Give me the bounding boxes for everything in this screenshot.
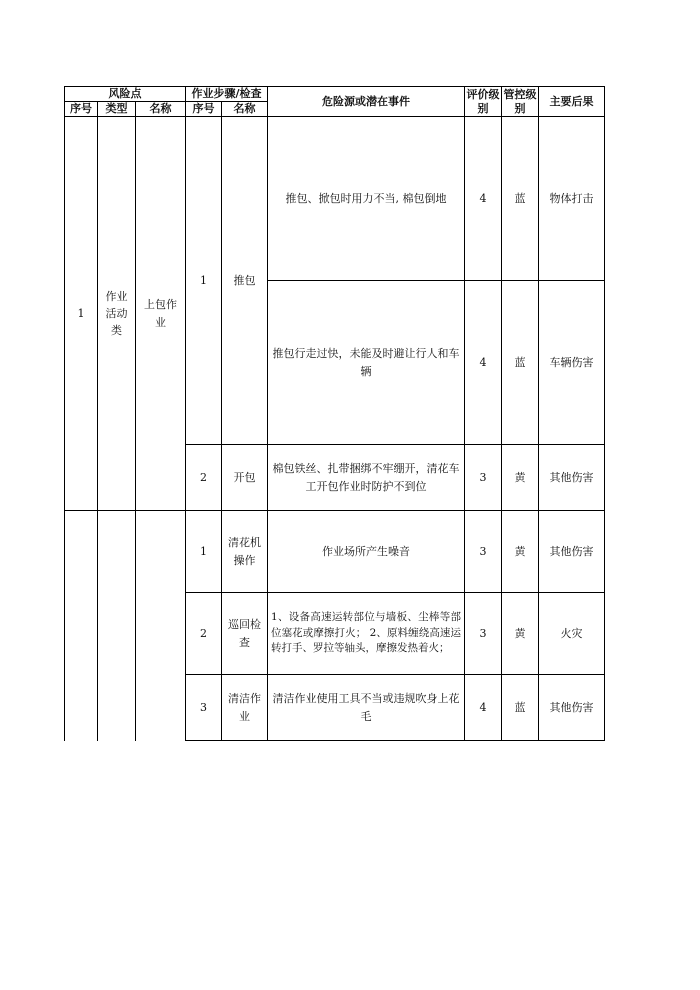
eval-level-cell: 4 [465, 117, 502, 281]
table-row [65, 511, 605, 593]
control-level-cell: 蓝 [502, 675, 539, 741]
consequence-cell: 其他伤害 [539, 675, 605, 741]
consequence-cell: 物体打击 [539, 117, 605, 281]
risk-no-cell [65, 511, 98, 741]
consequence-cell: 火灾 [539, 593, 605, 675]
header-step-no: 序号 [186, 102, 222, 117]
header-hazard: 危险源或潜在事件 [268, 87, 465, 117]
hazard-cell: 推包行走过快，未能及时避让行人和车辆 [268, 281, 465, 445]
hazard-cell: 清洁作业使用工具不当或违规吹身上花毛 [268, 675, 465, 741]
header-consequence: 主要后果 [539, 87, 605, 117]
header-work-step: 作业步骤/检查 [186, 87, 268, 102]
consequence-cell: 车辆伤害 [539, 281, 605, 445]
hazard-cell: 推包、掀包时用力不当, 棉包倒地 [268, 117, 465, 281]
header-control-level: 管控级别 [503, 87, 537, 115]
risk-no-cell: 1 [65, 117, 98, 511]
header-eval-level: 评价级别 [466, 87, 500, 115]
risk-type-cell: 作业活动类 [98, 117, 136, 511]
header-risk-point: 风险点 [65, 87, 186, 102]
step-name-cell: 开包 [222, 445, 268, 511]
eval-level-cell: 3 [465, 445, 502, 511]
step-name-cell: 清花机操作 [222, 511, 268, 593]
eval-level-cell: 3 [465, 511, 502, 593]
step-name-cell: 巡回检查 [222, 593, 268, 675]
control-level-cell: 黄 [502, 593, 539, 675]
step-no-cell: 1 [186, 511, 222, 593]
header-type: 类型 [98, 102, 136, 117]
consequence-cell: 其他伤害 [539, 445, 605, 511]
eval-level-cell: 3 [465, 593, 502, 675]
step-no-cell: 3 [186, 675, 222, 741]
control-level-cell: 蓝 [502, 117, 539, 281]
risk-table-sheet [64, 86, 605, 741]
risk-name-cell [136, 511, 186, 741]
eval-level-cell: 4 [465, 281, 502, 445]
consequence-cell: 其他伤害 [539, 511, 605, 593]
hazard-cell: 作业场所产生噪音 [268, 511, 465, 593]
header-name: 名称 [136, 102, 186, 117]
risk-table [64, 86, 605, 741]
header-no: 序号 [65, 102, 98, 117]
hazard-cell: 1、设备高速运转部位与墙板、尘棒等部位塞花或摩擦打火； 2、原料缠绕高速运转打手、罗拉等轴头，摩擦发热着火； [268, 593, 465, 675]
table-row [65, 117, 605, 281]
step-name-cell: 清洁作业 [222, 675, 268, 741]
risk-name-cell: 上包作业 [136, 117, 186, 511]
eval-level-cell: 4 [465, 675, 502, 741]
step-no-cell: 2 [186, 445, 222, 511]
control-level-cell: 黄 [502, 445, 539, 511]
step-no-cell: 2 [186, 593, 222, 675]
control-level-cell: 蓝 [502, 281, 539, 445]
control-level-cell: 黄 [502, 511, 539, 593]
hazard-cell: 棉包铁丝、扎带捆绑不牢绷开，清花车工开包作业时防护不到位 [268, 445, 465, 511]
header-row-1 [65, 87, 605, 102]
risk-type-cell [98, 511, 136, 741]
step-name-cell: 推包 [222, 117, 268, 445]
header-step-name: 名称 [222, 102, 268, 117]
step-no-cell: 1 [186, 117, 222, 445]
